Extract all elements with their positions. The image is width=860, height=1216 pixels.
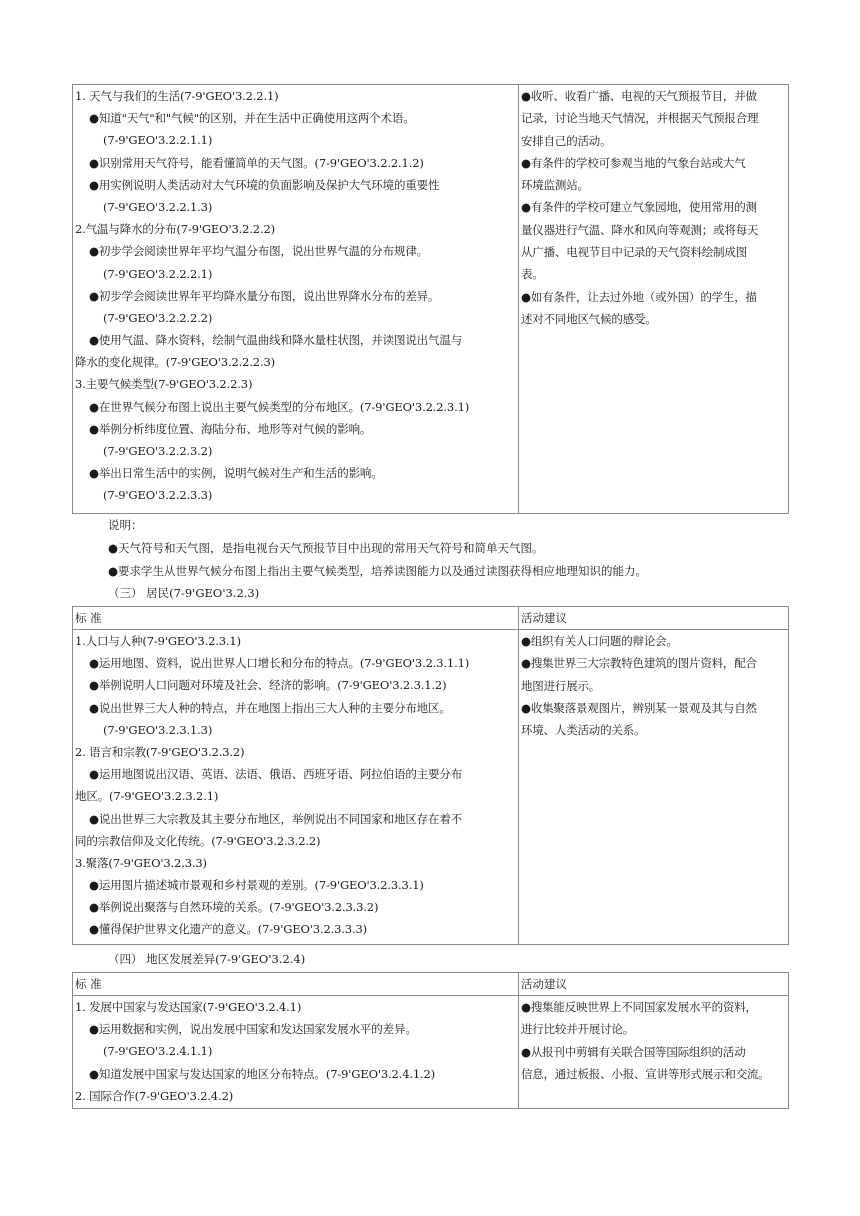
activity-line: 信息，通过板报、小报、宣讲等形式展示和交流。 — [521, 1066, 770, 1081]
activity-line: 地图进行展示。 — [521, 678, 601, 693]
activity-list — [521, 630, 786, 741]
development-standards-table — [72, 972, 789, 1109]
weather-standards-table — [72, 84, 789, 514]
standard-line: ●运用地图、资料，说出世界人口增长和分布的特点。(7-9'GEO'3.2.3.1.1) — [89, 656, 470, 671]
standard-line: (7-9'GEO'3.2.3.1.3) — [103, 722, 213, 737]
activity-cell — [519, 996, 789, 1109]
standards-cell — [73, 630, 519, 945]
standard-line: 地区。(7-9'GEO'3.2.3.2.1) — [75, 789, 219, 804]
activity-line: ●有条件的学校可建立气象园地，使用常用的测 — [521, 200, 757, 215]
standard-line: 同的宗教信仰及文化传统。(7-9'GEO'3.2.3.2.2) — [75, 833, 321, 848]
notes-label: 说明： — [108, 518, 143, 532]
standard-line: 1. 天气与我们的生活(7-9'GEO'3.2.2.1) — [75, 89, 279, 103]
table-header-row — [73, 607, 789, 630]
section-title: （三） 居民(7-9'GEO'3.2.3) — [108, 586, 260, 600]
standard-line: (7-9'GEO'3.2.4.1.1) — [103, 1044, 213, 1059]
standard-line: 2.气温与降水的分布(7-9'GEO'3.2.2.2) — [75, 222, 275, 237]
standard-line: 2. 语言和宗教(7-9'GEO'3.2.3.2) — [75, 744, 245, 759]
standards-cell — [73, 996, 519, 1109]
activity-line: ●收集聚落景观图片，辨别某一景观及其与自然 — [521, 700, 757, 715]
activity-line: ●组织有关人口问题的辩论会。 — [521, 634, 678, 648]
table-row — [73, 85, 789, 514]
standard-line: ●运用图片描述城市景观和乡村景观的差别。(7-9'GEO'3.2.3.3.1) — [89, 878, 424, 893]
residents-standards-table — [72, 606, 789, 945]
standard-line: ●说出世界三大人种的特点，并在地图上指出三大人种的主要分布地区。 — [89, 700, 451, 715]
activity-line: 表。 — [521, 267, 544, 282]
section-title: （四） 地区发展差异(7-9'GEO'3.2.4) — [108, 952, 306, 966]
standard-line: ●用实例说明人类活动对大气环境的负面影响及保护大气环境的重要性 — [89, 177, 440, 192]
standard-line: (7-9'GEO'3.2.2.1.1) — [103, 133, 213, 148]
activity-line: 环境、人类活动的关系。 — [521, 723, 646, 738]
table-row — [73, 630, 789, 945]
standard-line: ●说出世界三大宗教及其主要分布地区，举例说出不同国家和地区存在着不 — [89, 811, 463, 826]
activity-line: 从广播、电视节目中记录的天气资料绘制成图 — [521, 245, 747, 260]
activity-cell — [519, 85, 789, 514]
activity-list — [521, 996, 786, 1085]
standard-line: 1. 发展中国家与发达国家(7-9'GEO'3.2.4.1) — [75, 1000, 302, 1014]
activity-line: 量仪器进行气温、降水和风向等观测；或将每天 — [521, 222, 759, 237]
standards-cell — [73, 85, 519, 514]
activity-line: 安排自己的活动。 — [521, 133, 612, 148]
activity-cell — [519, 630, 789, 945]
standard-line: ●举例说出聚落与自然环境的关系。(7-9'GEO'3.2.3.3.2) — [89, 900, 379, 915]
activity-line: 进行比较并开展讨论。 — [521, 1022, 634, 1037]
activity-line: ●有条件的学校可参观当地的气象台站或大气 — [521, 155, 746, 170]
activity-line: ●搜集能反映世界上不同国家发展水平的资料， — [521, 1000, 757, 1014]
activity-line: 环境监测站。 — [521, 178, 589, 193]
standard-line: ●举例分析纬度位置、海陆分布、地形等对气候的影响。 — [89, 421, 372, 436]
standards-list — [75, 85, 516, 507]
standard-line: (7-9'GEO'3.2.2.1.3) — [103, 199, 213, 214]
standard-line: ●懂得保护世界文化遗产的意义。(7-9'GEO'3.2.3.3.3) — [89, 922, 367, 937]
table-row — [73, 996, 789, 1109]
standard-line: ●初步学会阅读世界年平均气温分布图，说出世界气温的分布规律。 — [89, 244, 429, 259]
activity-line: 记录，讨论当地天气情况，并根据天气预报合理 — [521, 111, 759, 126]
standard-line: ●运用地图说出汉语、英语、法语、俄语、西班牙语、阿拉伯语的主要分布 — [89, 767, 463, 782]
standard-line: (7-9'GEO'3.2.2.3.3) — [103, 488, 213, 503]
standard-line: (7-9'GEO'3.2.2.2.1) — [103, 266, 213, 281]
standard-line: ●识别常用天气符号，能看懂简单的天气图。(7-9'GEO'3.2.2.1.2) — [89, 155, 424, 170]
column-header-activity: 活动建议 — [519, 973, 789, 996]
note-item: ●天气符号和天气图，是指电视台天气预报节目中出现的常用天气符号和简单天气图。 — [108, 541, 544, 555]
standard-line: ●运用数据和实例，说出发展中国家和发达国家发展水平的差异。 — [89, 1022, 417, 1037]
standards-list — [75, 630, 516, 941]
standard-line: ●知道"天气"和"气候"的区别，并在生活中正确使用这两个术语。 — [89, 111, 415, 126]
column-header-standard: 标 准 — [73, 607, 519, 630]
standard-line: 降水的变化规律。(7-9'GEO'3.2.2.2.3) — [75, 355, 275, 370]
standards-list — [75, 996, 516, 1107]
standard-line: ●举出日常生活中的实例，说明气候对生产和生活的影响。 — [89, 466, 383, 481]
standard-line: ●使用气温、降水资料，绘制气温曲线和降水量柱状图，并读图说出气温与 — [89, 333, 463, 348]
standard-line: 2. 国际合作(7-9'GEO'3.2.4.2) — [75, 1088, 234, 1103]
activity-line: ●收听、收看广播、电视的天气预报节目，并做 — [521, 89, 757, 103]
standard-line: ●初步学会阅读世界年平均降水量分布图，说出世界降水分布的差异。 — [89, 288, 440, 303]
standard-line: ●举例说明人口问题对环境及社会、经济的影响。(7-9'GEO'3.2.3.1.2) — [89, 678, 447, 693]
activity-line: ●搜集世界三大宗教特色建筑的图片资料，配合 — [521, 656, 757, 671]
standard-line: (7-9'GEO'3.2.2.2.2) — [103, 310, 213, 325]
standard-line: 3.聚落(7-9'GEO'3.2.3.3) — [75, 855, 207, 870]
standard-line: ●知道发展中国家与发达国家的地区分布特点。(7-9'GEO'3.2.4.1.2) — [89, 1066, 436, 1081]
activity-line: 述对不同地区气候的感受。 — [521, 311, 657, 326]
column-header-standard: 标 准 — [73, 973, 519, 996]
standard-line: ●在世界气候分布图上说出主要气候类型的分布地区。(7-9'GEO'3.2.2.3.1) — [89, 399, 470, 414]
standard-line: (7-9'GEO'3.2.2.3.2) — [103, 444, 213, 458]
column-header-activity: 活动建议 — [519, 607, 789, 630]
activity-line: ●从报刊中剪辑有关联合国等国际组织的活动 — [521, 1044, 746, 1059]
note-item: ●要求学生从世界气候分布图上指出主要气候类型，培养读图能力以及通过读图获得相应地理知识的能力。 — [108, 564, 648, 578]
standard-line: 3.主要气候类型(7-9'GEO'3.2.2.3) — [75, 377, 253, 392]
standard-line: 1.人口与人种(7-9'GEO'3.2.3.1) — [75, 634, 241, 648]
activity-list — [521, 85, 786, 330]
activity-line: ●如有条件，让去过外地（或外国）的学生，描 — [521, 289, 757, 304]
table-header-row — [73, 973, 789, 996]
